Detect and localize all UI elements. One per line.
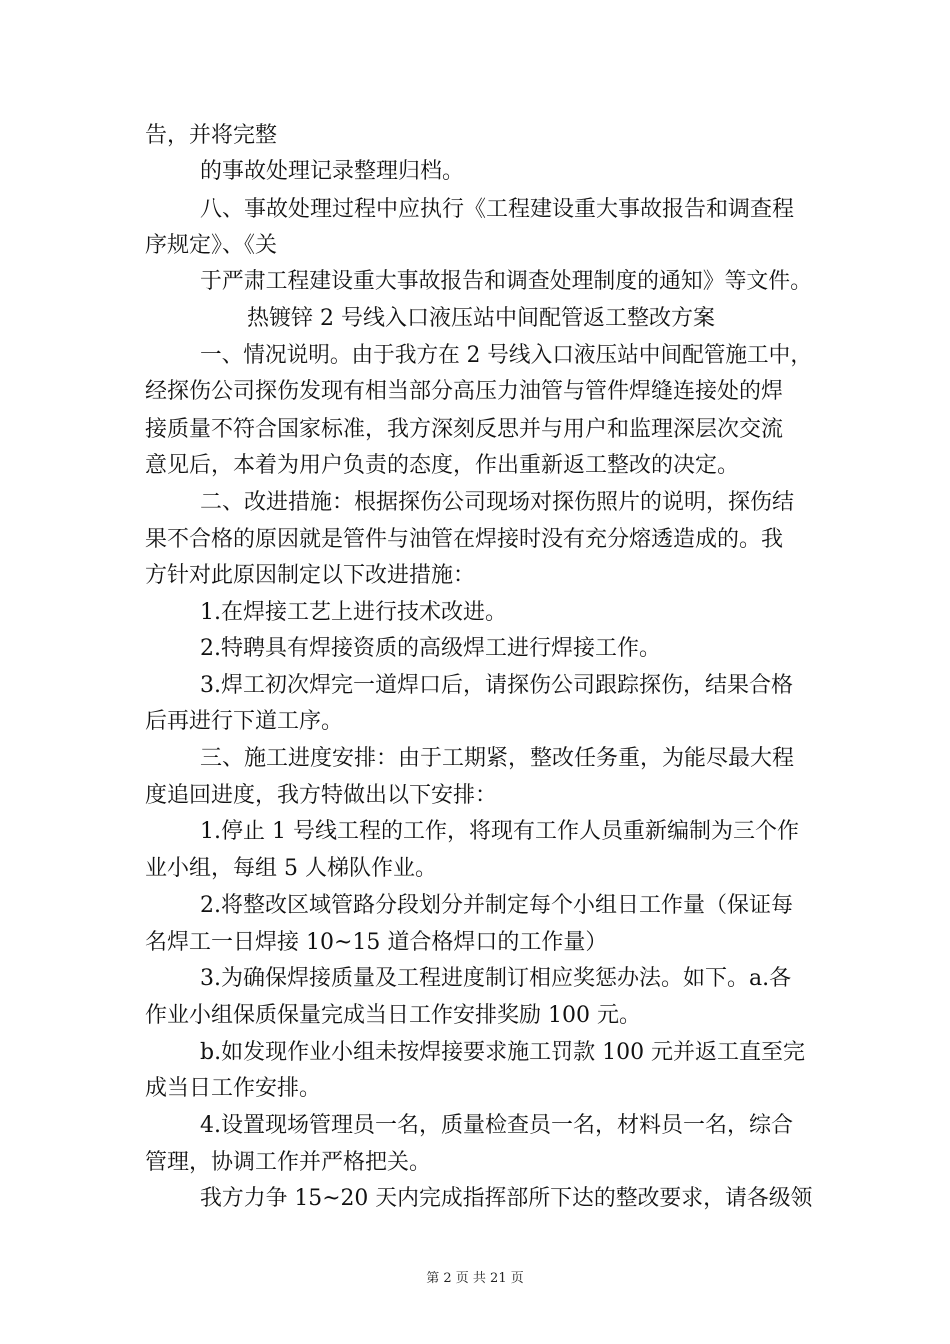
text-line: 1.停止 1 号线工程的工作，将现有工作人员重新编制为三个作	[200, 819, 799, 844]
text-line: 的事故处理记录整理归档。	[200, 159, 465, 184]
text-line: 作业小组保质保量完成当日工作安排奖励 100 元。	[145, 1003, 641, 1028]
text-line: 意见后，本着为用户负责的态度，作出重新返工整改的决定。	[145, 453, 740, 478]
text-line: 一、情况说明。由于我方在 2 号线入口液压站中间配管施工中，	[200, 343, 812, 368]
text-line: 后再进行下道工序。	[145, 709, 344, 734]
page-number-footer: 第 2 页 共 21 页	[426, 1271, 524, 1286]
text-line: 成当日工作安排。	[145, 1076, 322, 1101]
text-line: 2.将整改区域管路分段划分并制定每个小组日工作量（保证每	[200, 893, 793, 918]
section-title: 热镀锌 2 号线入口液压站中间配管返工整改方案	[247, 306, 715, 331]
text-line: 名焊工一日焊接 10~15 道合格焊口的工作量）	[145, 930, 608, 955]
text-line: 管理，协调工作并严格把关。	[145, 1150, 432, 1175]
text-line: 三、施工进度安排：由于工期紧，整改任务重，为能尽最大程	[200, 746, 795, 771]
text-line: 4.设置现场管理员一名，质量检查员一名，材料员一名，综合	[200, 1113, 793, 1138]
text-line: b.如发现作业小组未按焊接要求施工罚款 100 元并返工直至完	[200, 1040, 806, 1065]
text-line: 3.焊工初次焊完一道焊口后，请探伤公司跟踪探伤，结果合格	[200, 673, 793, 698]
text-line: 二、改进措施：根据探伤公司现场对探伤照片的说明，探伤结	[200, 490, 795, 515]
text-line: 业小组，每组 5 人梯队作业。	[145, 856, 437, 881]
text-line: 方针对此原因制定以下改进措施：	[145, 563, 476, 588]
text-line: 于严肃工程建设重大事故报告和调查处理制度的通知》等文件。	[200, 269, 813, 294]
text-line: 告，并将完整	[145, 123, 278, 148]
text-line: 度追回进度，我方特做出以下安排：	[145, 783, 498, 808]
text-line: 1.在焊接工艺上进行技术改进。	[200, 600, 507, 625]
text-line: 经探伤公司探伤发现有相当部分高压力油管与管件焊缝连接处的焊	[145, 379, 784, 404]
text-line: 我方力争 15~20 天内完成指挥部所下达的整改要求，请各级领	[200, 1186, 813, 1211]
text-line: 2.特聘具有焊接资质的高级焊工进行焊接工作。	[200, 636, 661, 661]
text-line: 3.为确保焊接质量及工程进度制订相应奖惩办法。如下。a.各	[200, 966, 792, 991]
text-line: 接质量不符合国家标准，我方深刻反思并与用户和监理深层次交流	[145, 417, 784, 442]
text-line: 果不合格的原因就是管件与油管在焊接时没有充分熔透造成的。我	[145, 527, 784, 552]
text-line: 八、事故处理过程中应执行《工程建设重大事故报告和调查程	[200, 197, 795, 222]
text-line: 序规定》、《关	[145, 233, 278, 258]
